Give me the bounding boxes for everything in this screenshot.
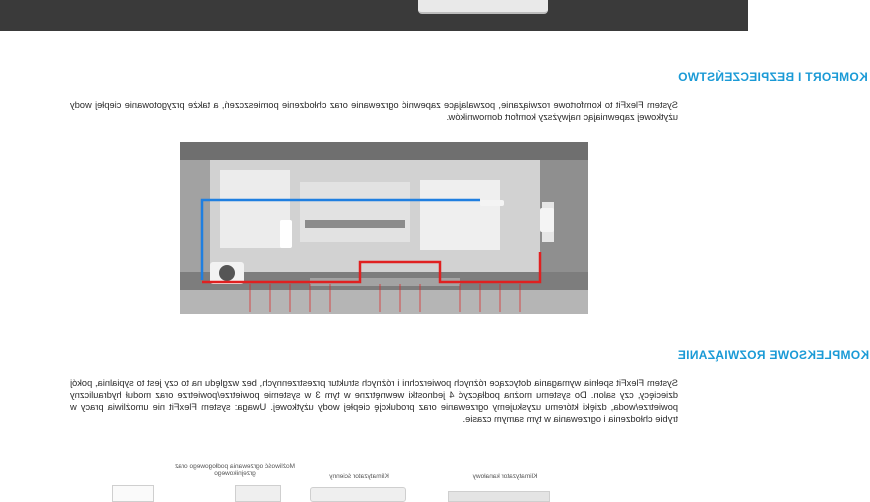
wall-unit-image — [310, 487, 406, 502]
product-strip — [0, 455, 748, 500]
product-label-duct-unit: Klimatyzator kanałowy — [472, 473, 538, 480]
hydro-module-image — [235, 485, 281, 502]
section2-body: System FlexFit spełnia wymagania dotyczące różnych powierzchni i różnych struktur przestrzennych, bez względu na to czy jest to sypialnia, pokój dziecięcy, czy salon. Do systemu można podłączyć 4 jednostki wewnętrzne w tym 3 w systemie powietrze/powietrze oraz moduł hydrauliczny powietrze/woda, dzięki któremu uzyskujemy ogrzewanie oraz produkcję ciepłej wody użytkowej. Uwaga: system FlexFit nie umożliwia pracy w trybie chłodzenia i ogrzewania w tym samym czasie. — [70, 378, 678, 424]
section1-body: System FlexFit to komfortowe rozwiązanie, pozwalające zapewnić ogrzewanie oraz chłodzenie pomieszczeń, a także przygotowanie ciepłej wody użytkowej zapewniając najwyższy komfort domowników. — [70, 100, 678, 122]
product-label-floor-heating: Możliwość ogrzewania podłogowego oraz grzejnikowego — [175, 463, 295, 477]
duct-unit-image — [448, 491, 550, 502]
house-illustration — [180, 142, 588, 314]
water-heater-image — [112, 485, 154, 502]
section1-heading: KOMFORT I BEZPIECZEŃSTWO — [678, 70, 868, 84]
product-label-wall-unit: Klimatyzator ścienny — [329, 473, 389, 480]
section2-heading: KOMPLEKSOWE ROZWIĄZANIE — [678, 348, 870, 362]
top-band — [0, 0, 748, 31]
device-image — [418, 0, 548, 14]
